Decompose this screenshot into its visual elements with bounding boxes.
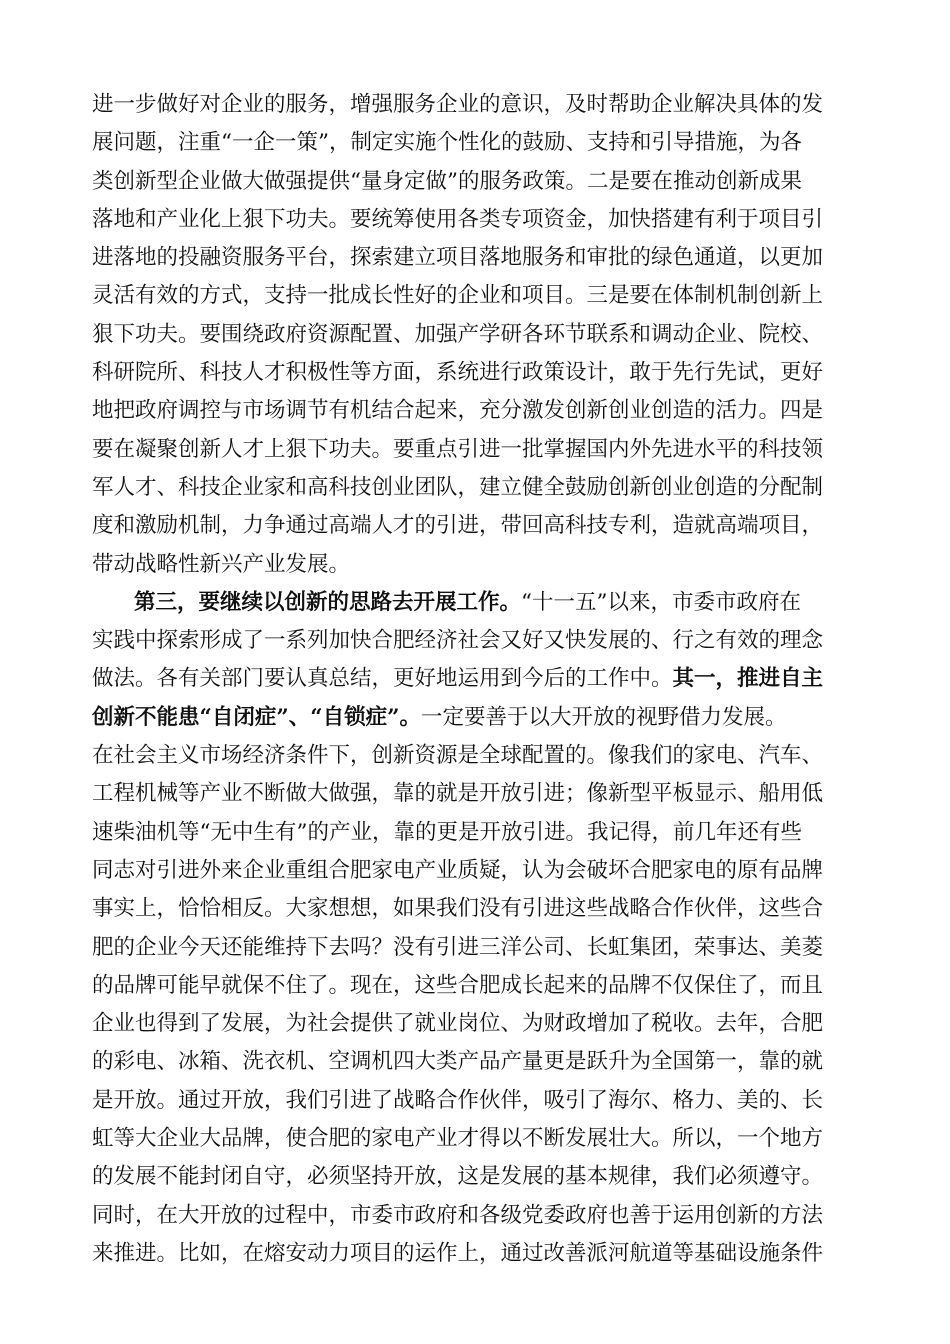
text-segment: 来推进。比如，在熔安动力项目的运作上，通过改善派河航道等基础设施条件 xyxy=(92,1240,824,1266)
text-segment: 的发展不能封闭自守，必须坚持开放，这是发展的基本规律，我们必须遵守。 xyxy=(92,1164,824,1190)
text-line xyxy=(92,507,862,545)
text-line xyxy=(92,124,862,162)
text-line xyxy=(92,699,862,737)
text-line xyxy=(92,546,862,584)
text-line xyxy=(92,584,862,622)
text-line xyxy=(92,775,862,813)
text-line xyxy=(92,1197,862,1235)
text-line xyxy=(92,1235,862,1273)
bold-text-segment: 创新不能患“自闭症”、“自锁症”。 xyxy=(92,704,421,730)
text-line xyxy=(92,201,862,239)
text-line xyxy=(92,1120,862,1158)
text-line xyxy=(92,431,862,469)
text-line xyxy=(92,852,862,890)
text-segment: 军人才、科技企业家和高科技创业团队，建立健全鼓励创新创业创造的分配制 xyxy=(92,474,824,500)
text-line xyxy=(92,469,862,507)
text-line xyxy=(92,814,862,852)
text-line xyxy=(92,737,862,775)
text-segment: 展问题，注重“一企一策”，制定实施个性化的鼓励、支持和引导措施，为各 xyxy=(92,130,802,156)
text-segment: 做法。各有关部门要认真总结，更好地运用到今后的工作中。 xyxy=(92,666,673,692)
text-segment: 度和激励机制，力争通过高端人才的引进，带回高科技专利，造就高端项目， xyxy=(92,513,824,539)
text-segment: 事实上，恰恰相反。大家想想，如果我们没有引进这些战略合作伙伴，这些合 xyxy=(92,896,824,922)
text-segment: 落地和产业化上狠下功夫。要统筹使用各类专项资金，加快搭建有利于项目引 xyxy=(92,206,824,232)
text-line xyxy=(92,1005,862,1043)
text-line xyxy=(92,354,862,392)
text-segment: 一定要善于以大开放的视野借力发展。 xyxy=(420,704,787,730)
text-segment: 进落地的投融资服务平台，探索建立项目落地服务和审批的绿色通道，以更加 xyxy=(92,245,824,271)
text-segment: 类创新型企业做大做强提供“量身定做”的服务政策。二是要在推动创新成果 xyxy=(92,168,802,194)
text-line xyxy=(92,163,862,201)
text-segment: 科研院所、科技人才积极性等方面，系统进行政策设计，敢于先行先试，更好 xyxy=(92,360,824,386)
document-body xyxy=(92,86,862,1273)
text-line xyxy=(92,622,862,660)
text-line xyxy=(92,929,862,967)
text-segment: 带动战略性新兴产业发展。 xyxy=(92,551,351,577)
text-line xyxy=(92,967,862,1005)
text-segment: 的彩电、冰箱、洗衣机、空调机四大类产品产量更是跃升为全国第一，靠的就 xyxy=(92,1049,824,1075)
text-line xyxy=(92,890,862,928)
text-segment: 工程机械等产业不断做大做强，靠的就是开放引进；像新型平板显示、船用低 xyxy=(92,781,824,807)
text-line xyxy=(92,316,862,354)
bold-text-segment: 其一，推进自主 xyxy=(672,666,824,692)
text-segment: 要在凝聚创新人才上狠下功夫。要重点引进一批掌握国内外先进水平的科技领 xyxy=(92,436,824,462)
text-line xyxy=(92,277,862,315)
text-segment: 地把政府调控与市场调节有机结合起来，充分激发创新创业创造的活力。四是 xyxy=(92,398,824,424)
text-segment: 虹等大企业大品牌，使合肥的家电产业才得以不断发展壮大。所以，一个地方 xyxy=(92,1126,824,1152)
text-segment: 企业也得到了发展，为社会提供了就业岗位、为财政增加了税收。去年，合肥 xyxy=(92,1011,824,1037)
text-line xyxy=(92,1158,862,1196)
text-segment: 灵活有效的方式，支持一批成长性好的企业和项目。三是要在体制机制创新上 xyxy=(92,283,824,309)
text-line xyxy=(92,239,862,277)
text-segment: “十一五”以来，市委市政府在 xyxy=(521,589,801,615)
text-segment: 在社会主义市场经济条件下，创新资源是全球配置的。像我们的家电、汽车、 xyxy=(92,743,824,769)
text-segment: 同志对引进外来企业重组合肥家电产业质疑，认为会破坏合肥家电的原有品牌 xyxy=(92,857,824,883)
bold-text-segment: 第三，要继续以创新的思路去开展工作。 xyxy=(134,589,522,615)
text-segment: 速柴油机等“无中生有”的产业，靠的更是开放引进。我记得，前几年还有些 xyxy=(92,819,802,845)
text-segment: 同时，在大开放的过程中，市委市政府和各级党委政府也善于运用创新的方法 xyxy=(92,1202,824,1228)
text-line xyxy=(92,392,862,430)
text-segment: 的品牌可能早就保不住了。现在，这些合肥成长起来的品牌不仅保住了，而且 xyxy=(92,972,824,998)
text-segment: 狠下功夫。要围绕政府资源配置、加强产学研各环节联系和调动企业、院校、 xyxy=(92,321,824,347)
text-line xyxy=(92,86,862,124)
text-line xyxy=(92,1043,862,1081)
text-segment: 进一步做好对企业的服务，增强服务企业的意识，及时帮助企业解决具体的发 xyxy=(92,92,824,117)
text-segment: 肥的企业今天还能维持下去吗？没有引进三洋公司、长虹集团，荣事达、美菱 xyxy=(92,934,824,960)
text-segment: 是开放。通过开放，我们引进了战略合作伙伴，吸引了海尔、格力、美的、长 xyxy=(92,1087,824,1113)
text-line xyxy=(92,1082,862,1120)
text-line xyxy=(92,660,862,698)
text-segment: 实践中探索形成了一系列加快合肥经济社会又好又快发展的、行之有效的理念 xyxy=(92,628,824,654)
